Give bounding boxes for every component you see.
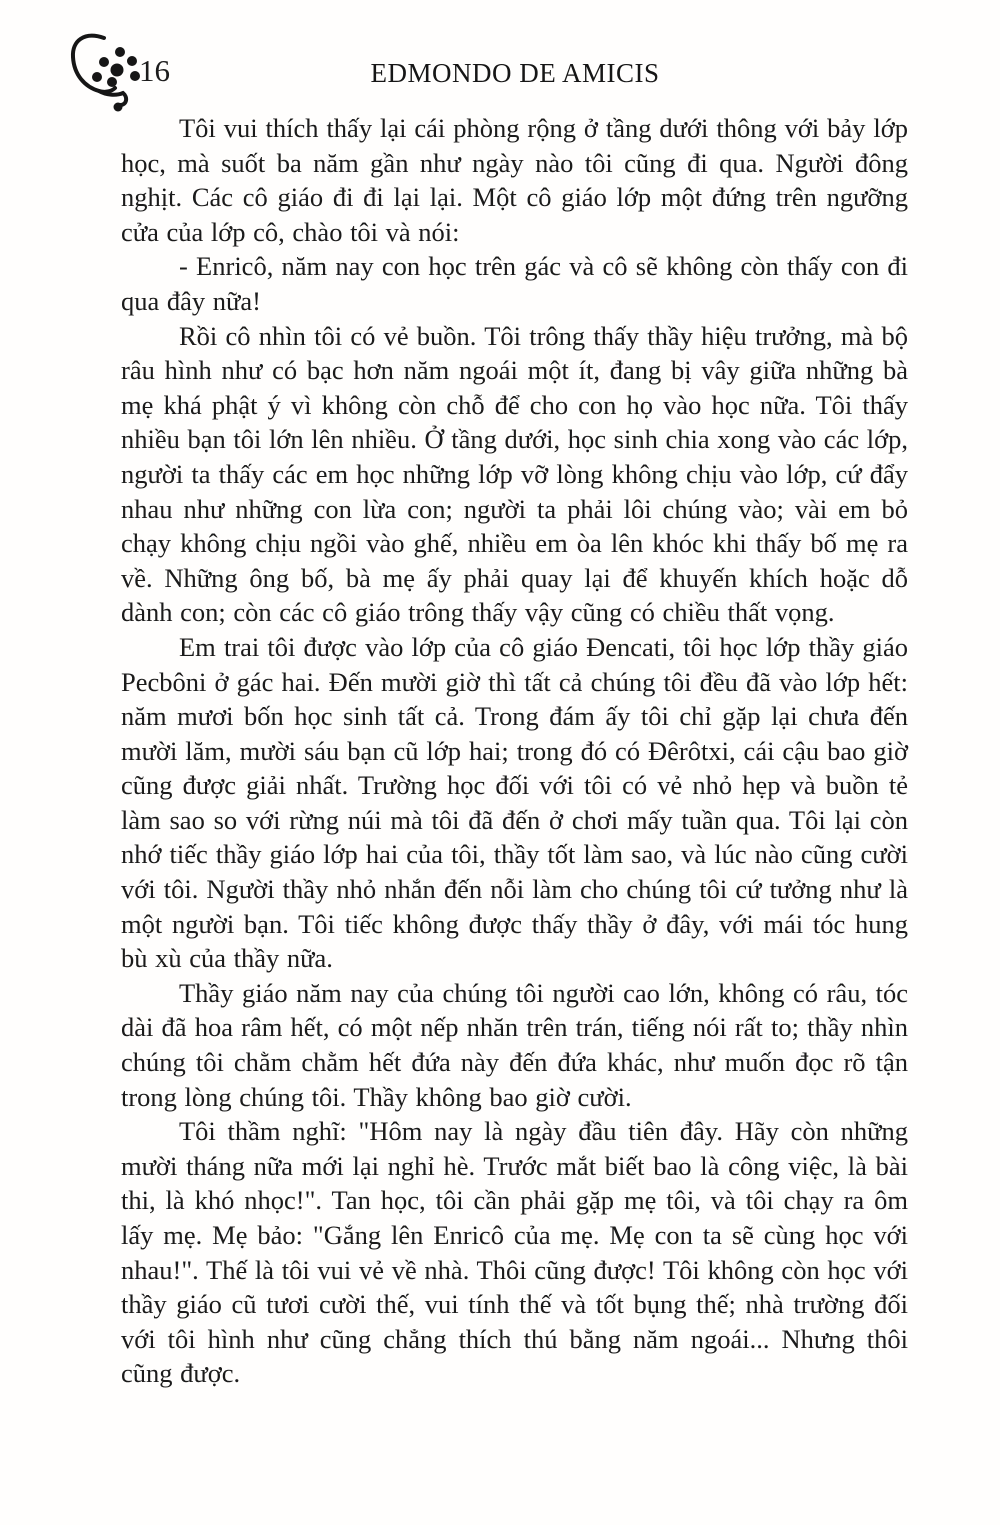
paragraph: Tôi vui thích thấy lại cái phòng rộng ở tầng dưới thông với bảy lớp học, mà suốt ba năm gần như ngày nào tôi cũng đi qua. Người đông nghịt. Các cô giáo đi đi lại lại. Một cô giáo lớp một đứng trên ngưỡng cửa của lớp cô, chào tôi và nói: <box>121 113 908 247</box>
paragraph: Rồi cô nhìn tôi có vẻ buồn. Tôi trông thấy thầy hiệu trưởng, mà bộ râu hình như có bạc hơn năm ngoái một ít, đang bị vây giữa những bà mẹ khá phật ý vì không còn chỗ để cho con họ vào học nữa. Tôi thấy nhiều bạn tôi lớn lên nhiều. Ở tầng dưới, học sinh chia xong vào các lớp, người ta thấy các em học những lớp vỡ lòng không chịu vào lớp, cứ đẩy nhau như những con lừa con; người ta phải lôi chúng vào; vài em bỏ chạy không chịu ngồi vào ghế, nhiều em òa lên khóc khi thấy bố mẹ ra về. Những ông bố, bà mẹ ấy phải quay lại để khuyến khích hoặc dỗ dành con; còn các cô giáo trông thấy vậy cũng có chiều thất vọng. <box>121 320 908 628</box>
paragraph: Tôi thầm nghĩ: "Hôm nay là ngày đầu tiên đây. Hãy còn những mười tháng nữa mới lại nghỉ hè. Trước mắt biết bao là công việc, là bài thi, là khó nhọc!". Tan học, tôi cần phải gặp mẹ tôi, và tôi chạy ra ôm lấy mẹ. Mẹ bảo: "Gắng lên Enricô của mẹ. Mẹ con ta sẽ cùng học với nhau!". Thế là tôi vui vẻ về nhà. Thôi cũng được! Tôi không còn học với thầy giáo cũ tươi cười thế, vui tính thế và tốt bụng thế; nhà trường đối với tôi hình như cũng chẳng thích thú bằng năm ngoái... Nhưng thôi cũng được. <box>121 1116 908 1389</box>
page-text <box>121 111 908 1391</box>
paragraph: Em trai tôi được vào lớp của cô giáo Đencati, tôi học lớp thầy giáo Pecbôni ở gác hai. Đến mười giờ thì tất cả chúng tôi đều đã vào lớp hết: năm mươi bốn học sinh tất cả. Trong đám ấy tôi chỉ gặp lại chưa đến mười lăm, mười sáu bạn cũ lớp hai; trong đó có Đêrôtxi, cái cậu bao giờ cũng được giải nhất. Trường học đối với tôi có vẻ nhỏ hẹp và buồn tẻ làm sao so với rừng núi mà tôi đã đến ở chơi mấy tuần qua. Tôi lại còn nhớ tiếc thầy giáo lớp hai của tôi, thầy tốt làm sao, và lúc nào cũng cười với tôi. Người thầy nhỏ nhắn đến nỗi làm cho chúng tôi cứ tưởng như là một người bạn. Tôi tiếc không được thấy thầy ở đây, với mái tóc hung bù xù của thầy nữa. <box>121 631 908 974</box>
running-header-author: EDMONDO DE AMICIS <box>370 58 660 88</box>
page-number: 16 <box>139 53 170 88</box>
paragraph: Thầy giáo năm nay của chúng tôi người cao lớn, không có râu, tóc dài đã hoa râm hết, có một nếp nhăn trên trán, tiếng nói rất to; thầy nhìn chúng tôi chằm chằm hết đứa này đến đứa khác, như muốn đọc rõ tận trong lòng chúng tôi. Thầy không bao giờ cười. <box>121 977 908 1112</box>
paragraph: - Enricô, năm nay con học trên gác và cô sẽ không còn thấy con đi qua đây nữa! <box>121 251 908 316</box>
